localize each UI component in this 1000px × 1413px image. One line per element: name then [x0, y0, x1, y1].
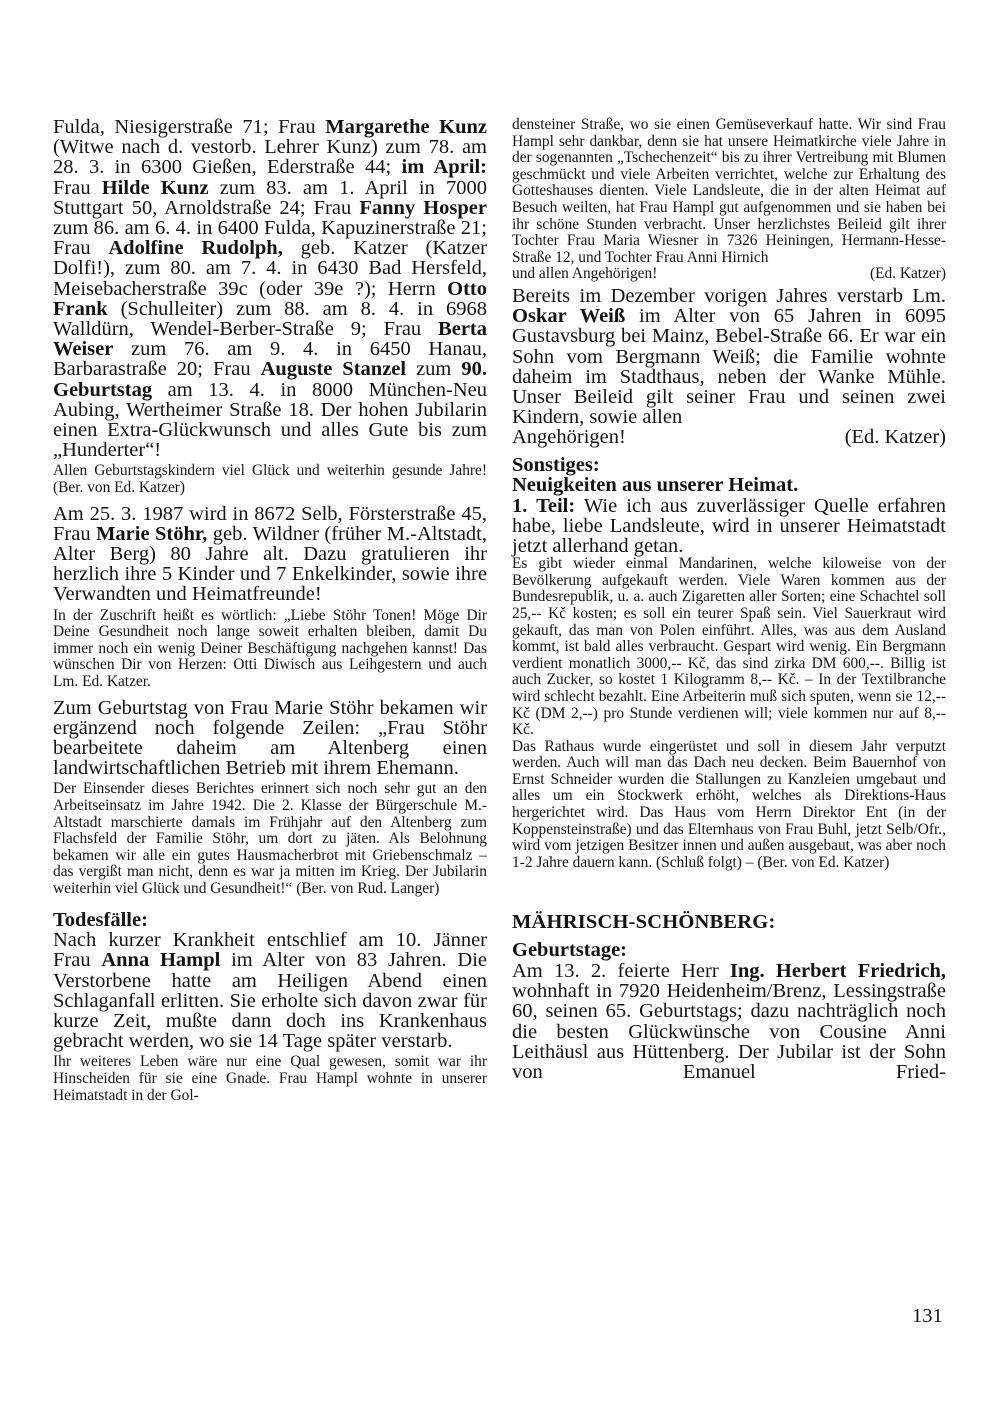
- person-name: Berta Weiser: [53, 318, 487, 361]
- text-run: im Alter von 83 Jahren. Die Verstorbene hatte am Heiligen Abend einen Schlaganfall erlitten. Sie erholte sich davon zwar für kurze Zeit, mußte dann doch ins Krankenhaus gebracht werden, wo sie 14 Tage später verstarb.: [53, 949, 488, 1053]
- weiss-signature-line: [512, 427, 946, 447]
- stoehr-addendum-paragraph: Zum Geburtstag von Frau Marie Stöhr bekamen wir ergänzend noch folgende Zeilen: „Frau Stöhr bearbeitete daheim am Altenberg einen landwirtschaftlichen Betrieb mit ihrem Ehemann.: [53, 696, 487, 780]
- birthday-highlight: 90. Geburtstag: [53, 358, 487, 401]
- person-name: Adolfine Rudolph,: [108, 237, 283, 260]
- text-run: Fulda, Niesigerstraße 71; Frau: [53, 116, 326, 138]
- person-name: Margarethe Kunz: [325, 116, 487, 138]
- text-run: am 13. 4. in 8000 München-Neu Aubing, Wertheimer Straße 18. Der hohen Jubilarin einen Extra-Glückwunsch und alles Gute bis zum „Hunderter“!: [53, 378, 487, 462]
- text-run: Am 25. 3. 1987 wird in 8672 Selb, Försterstraße 45, Frau: [53, 502, 487, 545]
- person-name: Ing. Herbert Friedrich,: [729, 959, 946, 982]
- misc-heading: Sonstiges:: [512, 453, 600, 476]
- stoehr-memory-note: Der Einsender dieses Berichtes erinnert sich noch sehr gut an den Arbeitseinsatz im Jahre 1942. Die 2. Klasse der Bürgerschule M.-Altstadt marschierte damals im Frühjahr auf den Altenberg zum Flachsfeld der Familie Stöhr, um dort zu jäten. Als Belohnung bekamen wir alle ein gutes Hausmacherbrot mit Griebenschmalz – das vergißt man nicht, denn es war ja mitten im Krieg. Der Jubilarin weiterhin viel Glück und Gesundheit!“ (Ber. von Rud. Langer): [53, 780, 487, 897]
- month-label: im April:: [401, 156, 488, 179]
- text-run: Bereits im Dezember vorigen Jahres verstarb Lm.: [512, 284, 946, 307]
- text-run: zum 86. am 6. 4. in 6400 Fulda, Kapuzinerstraße 21; Frau: [53, 217, 487, 260]
- text-run: geb. Wildner (früher M.-Altstadt, Alter Berg) 80 Jahre alt. Dazu gratulieren ihr herzlich ihre 5 Kinder und 7 Enkelkinder, sowie ihre Verwandten und Heimatfreunde!: [53, 522, 488, 606]
- text-run: Nach kurzer Krankheit entschlief am 10. Jänner Frau: [53, 929, 487, 972]
- news-intro-paragraph: [512, 496, 946, 557]
- text-run: (Witwe nach d. vestorb. Lehrer Kunz) zum 78. am 28. 3. in 6300 Gießen, Ederstraße 44;: [53, 136, 487, 179]
- author-signature: (Ed. Katzer): [869, 265, 946, 283]
- text-run: zum 83. am 1. April in 7000 Stuttgart 50, Arnoldstraße 24; Frau: [53, 176, 487, 219]
- text-run: Am 13. 2. feierte Herr: [512, 959, 730, 982]
- stoehr-letter-quote: In der Zuschrift heißt es wörtlich: „Liebe Stöhr Tonen! Möge Dir Deine Gesundheit noch lange soweit erhalten bleiben, damit Du immer noch ein wenig Deiner Beschäftigung nachgehen kannst! Das wünschen Dir von Herzen: Otti Diwisch aus Leihgestern und auch Lm. Ed. Katzer.: [53, 606, 487, 691]
- part-label: 1. Teil:: [512, 494, 576, 517]
- deaths-heading: Todesfälle:: [53, 908, 148, 931]
- left-column: [53, 117, 487, 1104]
- person-name: Hilde Kunz: [101, 176, 209, 199]
- page-number: 131: [912, 1305, 943, 1327]
- hampl-signature-line: [512, 266, 946, 283]
- stoehr-birthday-paragraph: [53, 504, 487, 605]
- friedrich-birthday-paragraph: [512, 961, 946, 1082]
- hampl-obituary-note: Ihr weiteres Leben wäre nur eine Qual gewesen, somit war ihr Hinscheiden für sie eine Gnade. Frau Hampl wohnte in unserer Heimatstadt in der Gol-: [53, 1053, 487, 1104]
- birthdays-heading: Geburtstage:: [512, 939, 628, 962]
- text-run: im Alter von 65 Jahren in 6095 Gustavsburg bei Mainz, Bebel-Straße 66. Er war ein Sohn vom Bergmann Weiß; die Familie wohnte daheim im Stadthaus, neben der Wanke Mühle. Unser Beileid gilt seiner Frau und seinen zwei Kindern, sowie allen: [512, 305, 946, 429]
- person-name: Otto Frank: [53, 277, 487, 320]
- text-run: zum 76. am 9. 4. in 6450 Hanau, Barbarastraße 20; Frau: [53, 338, 487, 381]
- author-signature: (Ed. Katzer): [844, 426, 946, 449]
- text-run: (Schulleiter) zum 88. am 8. 4. in 6968 Walldürn, Wendel-Berber-Straße 9; Frau: [53, 297, 487, 341]
- person-name: Oskar Weiß: [512, 305, 626, 328]
- person-name: Fanny Hosper: [359, 196, 487, 219]
- text-run: Angehörigen!: [512, 426, 626, 449]
- birthday-list-paragraph: [53, 117, 487, 460]
- news-heading: Neuigkeiten aus unserer Heimat.: [512, 474, 799, 497]
- text-run: wohnhaft in 7920 Heidenheim/Brenz, Lessingstraße 60, seinen 65. Geburtstags; dazu nachträglich noch die besten Glückwünsche von Cousine Anni Leithäusl aus Hüttenberg. Der Jubilar ist der Sohn von Emanuel Fried-: [512, 980, 946, 1083]
- text-run: zum: [406, 358, 462, 381]
- person-name: Anna Hampl: [101, 949, 221, 972]
- text-run: und allen Angehörigen!: [512, 265, 658, 283]
- news-buildings-note: Das Rathaus wurde eingerüstet und soll in diesem Jahr verputzt werden. Auch will man das Dach neu decken. Beim Bauernhof von Ernst Schneider wurden die Stallungen zu Kanzleien umgebaut und alles um ein Stockwerk erhöht, welches als Direktions-Haus hergerichtet wird. Das Haus vom Herrn Direktor Ent (in der Koppensteinstraße) und das Elternhaus von Frau Buhl, jetzt Selb/Ofr., wird vom jetzigen Besitzer innen und außen ausgebaut, was aber noch 1-2 Jahre dauern kann. (Schluß folgt) – (Ber. von Ed. Katzer): [512, 737, 946, 871]
- hampl-obituary-paragraph: [53, 930, 487, 1051]
- hampl-obituary-continued: densteiner Straße, wo sie einen Gemüseverkauf hatte. Wir sind Frau Hampl sehr dankbar, denn sie hat unsere Heimatkirche viele Jahre in der sogenannten „Tschechenzeit“ bis zu ihrer Vertreibung mit Blumen geschmückt und viele Arbeiten verrichtet, welche zur Erhaltung des Gotteshauses dienten. Viele Landsleute, die in der alten Heimat auf Besuch weilten, hat Frau Hampl gut aufgenommen und sie haben bei ihr schöne Stunden verbracht. Unser herzlichstes Beileid gilt ihrer Tochter Frau Maria Wiesner in 7326 Heiningen, Hermann-Hesse-Straße 12, und Tochter Frau Anni Hirnich: [512, 116, 946, 266]
- weiss-obituary-paragraph: [512, 286, 946, 427]
- text-run: Wie ich aus zuverlässiger Quelle erfahren habe, liebe Landsleute, wird in unserer Heimatstadt jetzt allerhand getan.: [512, 494, 946, 557]
- person-name: Auguste Stanzel: [260, 358, 407, 381]
- region-heading: MÄHRISCH-SCHÖNBERG:: [512, 911, 776, 934]
- person-name: Marie Stöhr,: [96, 522, 208, 545]
- text-run: geb. Katzer (Katzer Dolfi!), zum 80. am 7. 4. in 6430 Bad Hersfeld, Meisebacherstraße 39c (oder 39e ?); Herrn: [53, 237, 487, 300]
- news-prices-note: Es gibt wieder einmal Mandarinen, welche kiloweise von der Bevölkerung aufgekauft werden. Viele Waren kommen aus der Bundesrepublik, u. a. auch Zigaretten aller Sorten; eine Schachtel soll 25,-- Kč kosten; es soll ein teurer Spaß sein. Viel Sauerkraut wird gekauft, das man von Polen einführt. Alles, was aus dem Ausland kommt, ist bald alles verbraucht. Gespart wird wenig. Ein Bergmann verdient monatlich 3000,-- Kč, das sind zirka DM 600,--. Billig ist auch Zucker, so kostet 1 Kilogramm 8,-- Kč. – In der Textilbranche wird schlecht bezahlt. Eine Arbeiterin muß sich sputen, wenn sie 12,-- Kč (DM 2,--) pro Stunde verdienen will; viele kommen nur auf 8,-- Kč.: [512, 555, 946, 739]
- right-column: [512, 117, 946, 1082]
- text-run: Frau: [53, 176, 102, 199]
- greeting-note: Allen Geburtstagskindern viel Glück und weiterhin gesunde Jahre! (Ber. von Ed. Katzer): [53, 462, 487, 497]
